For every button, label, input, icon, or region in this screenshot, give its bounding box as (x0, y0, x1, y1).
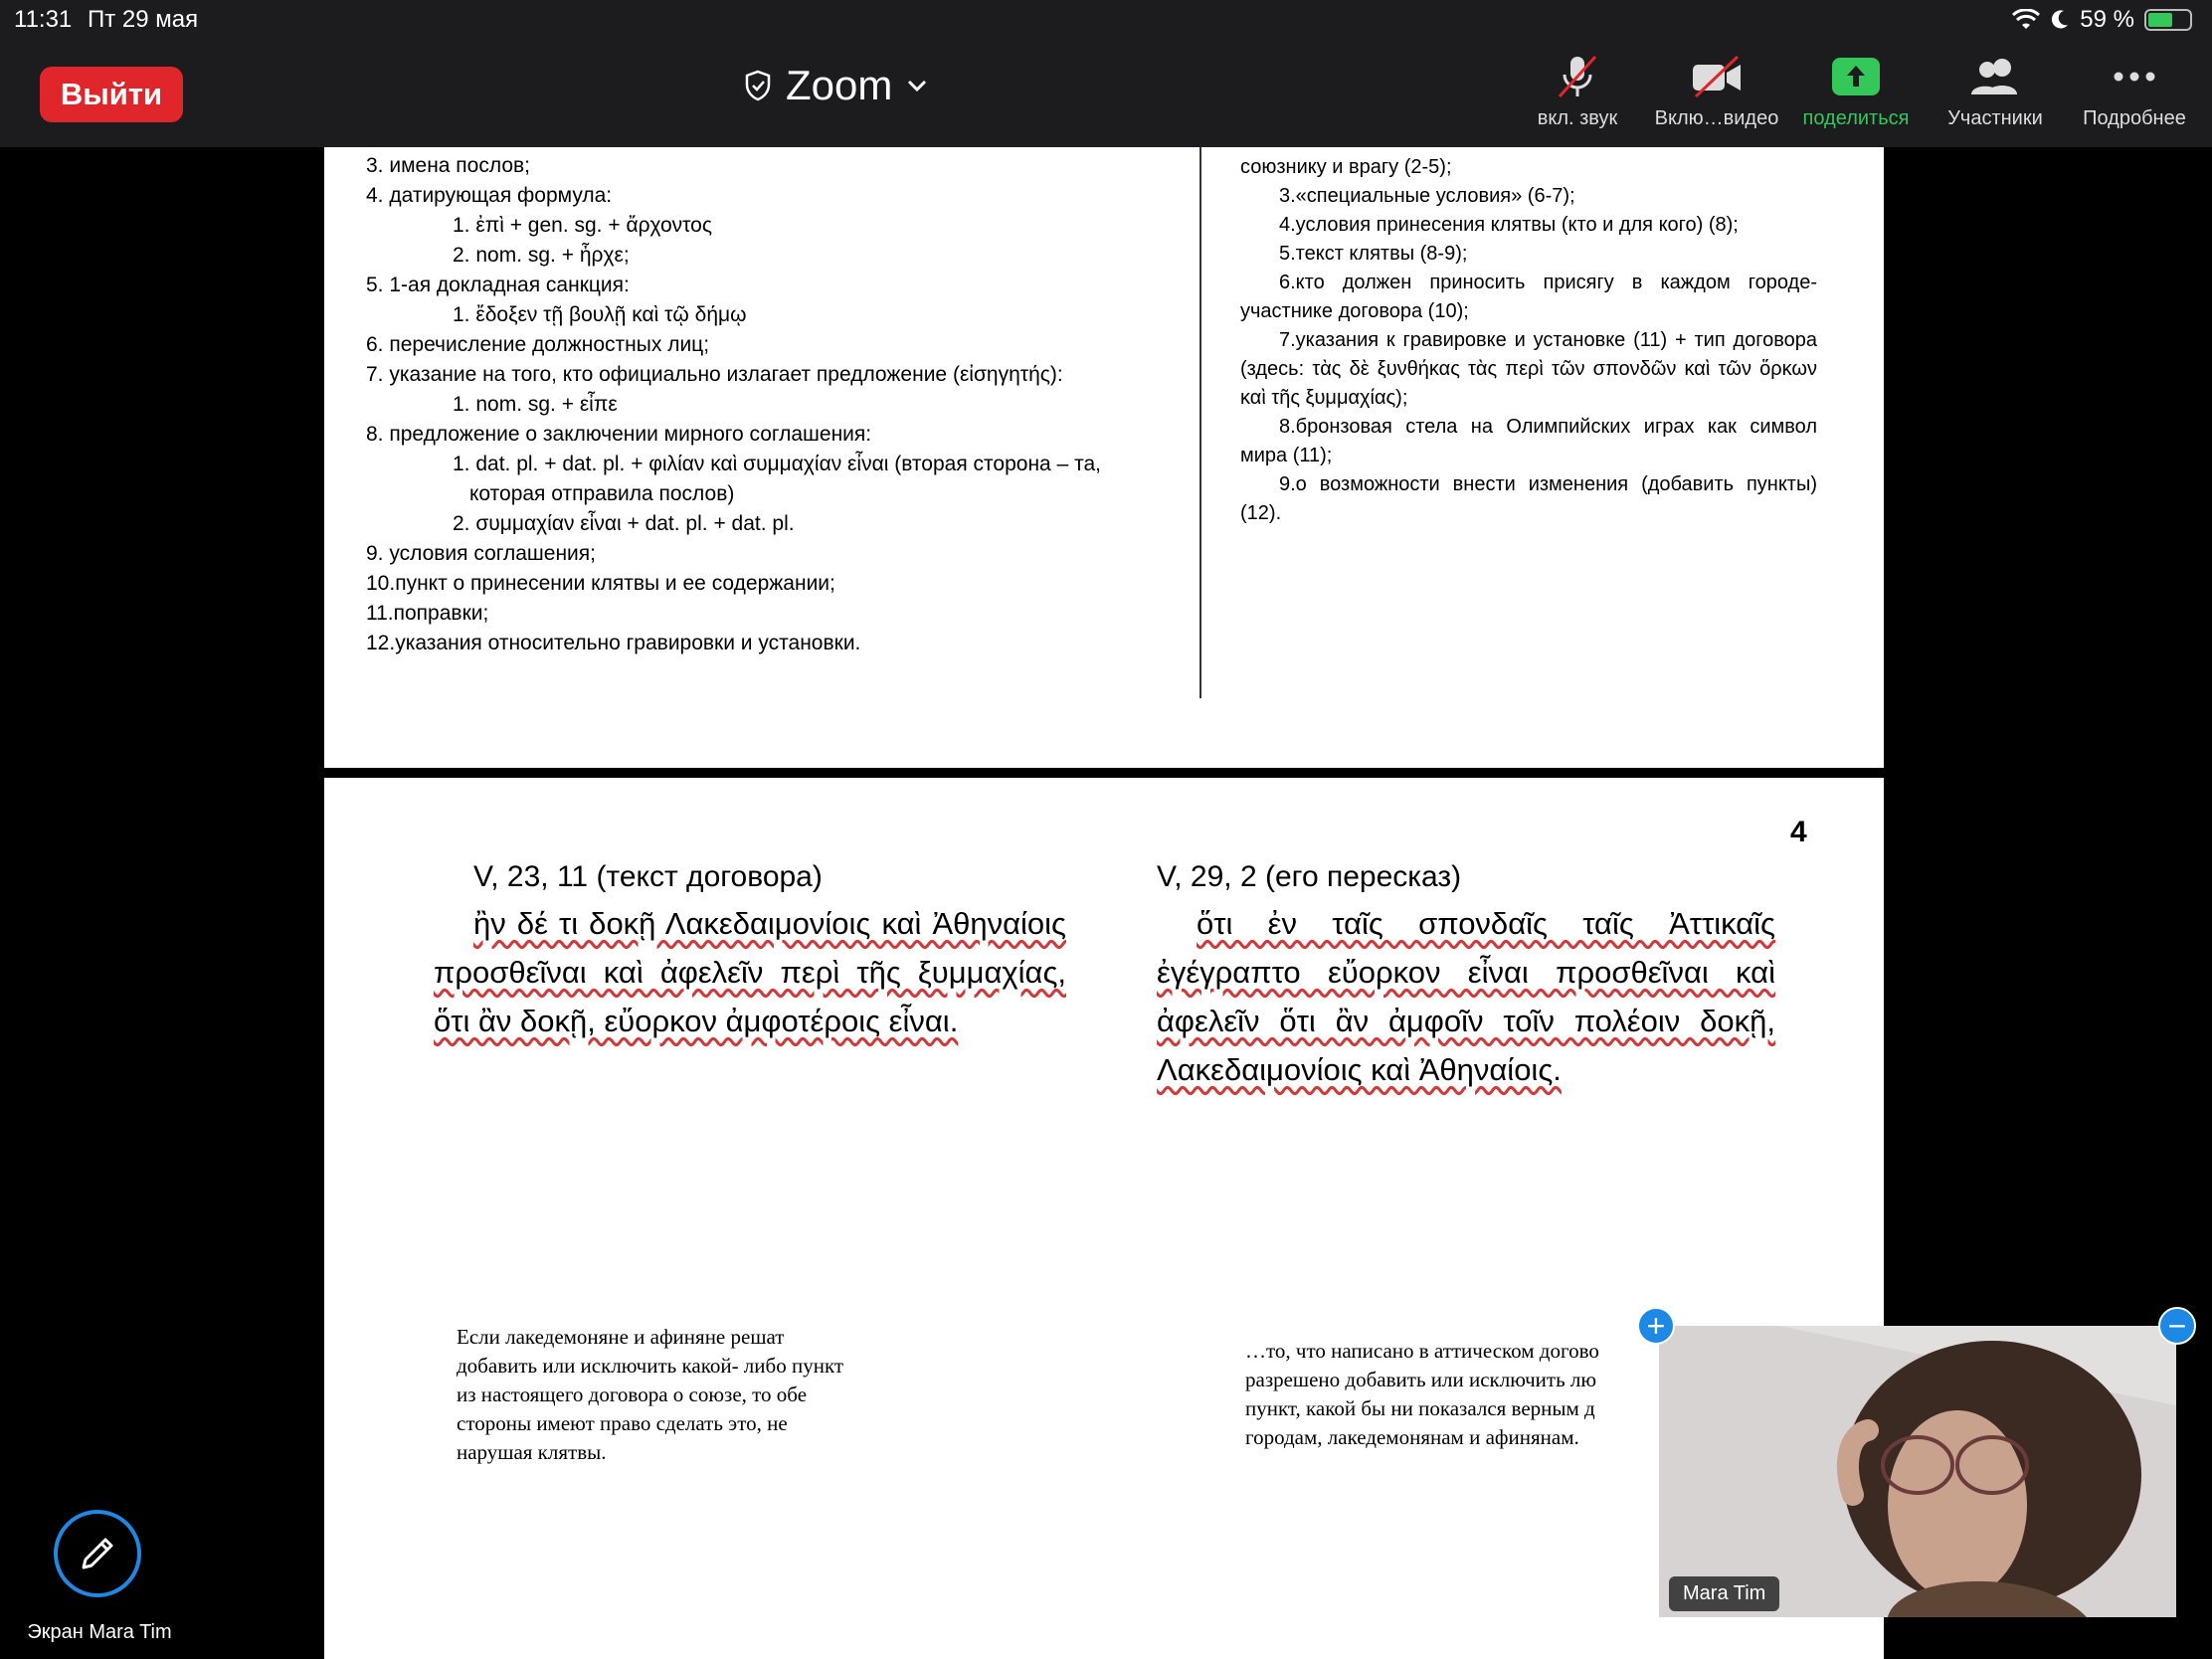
list-item: 6.кто должен приносить присягу в каждом городе-участнике договора (10); (1240, 272, 1817, 322)
list-item: союзнику и врагу (2-5); (1240, 156, 1452, 178)
annotate-label: Экран Mara Tim (27, 1621, 172, 1643)
share-icon (1832, 58, 1880, 95)
start-video-button[interactable] (1637, 52, 1796, 130)
translation-line: …то, что написано в аттическом догово (1245, 1339, 1599, 1363)
left-greek-span: ἢν δέ τι δοκῇ Λακεδαιμονίοις καὶ Ἀθηναίοις προσθεῖναι καὶ ἀφελεῖν περὶ τῆς ξυμμαχίας, ὅτι ἂν δοκῇ, εὔορκον ἀμφοτέροις εἶναι. (434, 906, 1066, 1038)
list-item: 1. dat. pl. + dat. pl. + φιλίαν καὶ συμμαχίαν εἶναι (вторая сторона – та, (453, 453, 1101, 475)
status-date: Пт 29 мая (88, 6, 199, 33)
translation-line: нарушая клятвы. (457, 1440, 607, 1464)
slide1-left-list (366, 151, 1162, 658)
unmute-button[interactable] (1498, 52, 1657, 130)
shield-check-icon (744, 70, 772, 101)
translation-line: стороны имеют право сделать это, не (457, 1411, 788, 1435)
translation-line: Если лакедемоняне и афиняне решат (457, 1325, 785, 1349)
list-item: 7.указания к гравировке и установке (11) + тип договора (здесь: τὰς δὲ ξυνθήκας τὰς περὶ τῶν σπονδῶν καὶ τῶν ὅρκων καὶ τῆς ξυμμαχίας); (1240, 329, 1817, 409)
participant-name: Mara Tim (1669, 1576, 1779, 1611)
meeting-title[interactable] (744, 62, 928, 109)
minus-icon: − (2167, 1307, 2187, 1344)
plus-icon: + (1646, 1307, 1666, 1344)
minimize-video-button[interactable] (2158, 1307, 2196, 1345)
right-heading: V, 29, 2 (его пересказ) (1157, 860, 1462, 893)
participants-label: Участники (1947, 107, 2043, 129)
list-item: которая отправила послов) (469, 482, 735, 505)
more-icon (2113, 71, 2156, 83)
list-item: 8.бронзовая стела на Олимпийских играх как символ мира (11); (1240, 416, 1817, 466)
right-greek-text (1157, 899, 1775, 1094)
list-item: 2. συμμαχίαν εἶναι + dat. pl. + dat. pl. (453, 512, 795, 535)
unmute-label: вкл. звук (1537, 107, 1618, 129)
right-translation (1245, 1337, 1663, 1452)
exit-button[interactable]: Выйти (40, 67, 183, 122)
status-indicators (2012, 6, 2192, 34)
list-item: 4.условия принесения клятвы (кто и для кого) (8); (1279, 214, 1739, 236)
mic-muted-icon (1554, 53, 1601, 100)
translation-line: разрешено добавить или исключить лю (1245, 1368, 1597, 1391)
translation-line: добавить или исключить какой- либо пункт (457, 1354, 844, 1378)
left-greek-text (434, 899, 1066, 1045)
battery-percent: 59 % (2080, 6, 2134, 33)
participant-video[interactable] (1659, 1326, 2176, 1617)
share-button[interactable] (1776, 52, 1936, 130)
list-item: 7. указание на того, кто официально излагает предложение (εἰσηγητής): (366, 363, 1063, 386)
expand-video-button[interactable] (1637, 1307, 1675, 1345)
list-item: 2. nom. sg. + ἦρχε; (453, 244, 630, 267)
page-number: 4 (1790, 816, 1807, 848)
annotate-button[interactable] (54, 1510, 141, 1597)
list-item: 9.о возможности внести изменения (добавить пункты) (12). (1240, 473, 1817, 524)
shared-slide-top (324, 147, 1884, 768)
more-label: Подробнее (2083, 107, 2186, 129)
list-item: 11.поправки; (366, 602, 489, 625)
translation-line: пункт, какой бы ни показался верным д (1245, 1396, 1595, 1420)
translation-line: городам, лакедемонянам и афинянам. (1245, 1425, 1579, 1449)
participant-video-frame (1659, 1326, 2176, 1617)
column-divider (1199, 147, 1201, 698)
list-item: 8. предложение о заключении мирного соглашения: (366, 423, 872, 446)
list-item: 3. имена послов; (366, 154, 531, 177)
list-item: 5. 1-ая докладная санкция: (366, 274, 630, 296)
list-item: 1. ἔδοξεν τῇ βουλῇ καὶ τῷ δήμῳ (453, 303, 747, 326)
participants-icon (1969, 57, 2021, 96)
share-label: поделиться (1802, 107, 1910, 129)
right-greek-span: ὅτι ἐν ταῖς σπονδαῖς ταῖς Ἀττικαῖς ἐγέγραπτο εὔορκον εἶναι προσθεῖναι καὶ ἀφελεῖν ὅτι ἂν ἀμφοῖν τοῖν πολέοιν δοκῇ, Λακεδαιμονίοις καὶ Ἀθηναίοις. (1157, 906, 1775, 1087)
left-heading: V, 23, 11 (текст договора) (473, 860, 823, 893)
list-item: 10.пункт о принесении клятвы и ее содержании; (366, 572, 835, 595)
wifi-icon (2012, 9, 2040, 31)
battery-icon (2144, 9, 2192, 31)
chevron-down-icon (906, 79, 928, 92)
moon-icon (2050, 9, 2070, 31)
status-time: 11:31 (14, 6, 73, 33)
translation-line: из настоящего договора о союзе, то обе (457, 1382, 808, 1406)
shared-slide-bottom (324, 778, 1884, 1659)
app-title: Zoom (786, 62, 893, 108)
left-translation (457, 1323, 974, 1467)
list-item: 3.«специальные условия» (6-7); (1279, 185, 1575, 207)
slide1-right-list (1240, 153, 1817, 528)
list-item: 12.указания относительно гравировки и установки. (366, 632, 861, 654)
participants-button[interactable] (1916, 52, 2075, 130)
more-button[interactable] (2055, 52, 2212, 130)
list-item: 5.текст клятвы (8-9); (1279, 243, 1468, 265)
list-item: 1. ἐπὶ + gen. sg. + ἄρχοντος (453, 214, 712, 237)
list-item: 6. перечисление должностных лиц; (366, 333, 710, 356)
list-item: 1. nom. sg. + εἶπε (453, 393, 618, 416)
pencil-icon (76, 1532, 119, 1575)
list-item: 4. датирующая формула: (366, 184, 613, 207)
list-item: 9. условия соглашения; (366, 542, 596, 565)
video-off-icon (1690, 55, 1744, 98)
start-video-label: Вклю…видео (1654, 107, 1779, 129)
